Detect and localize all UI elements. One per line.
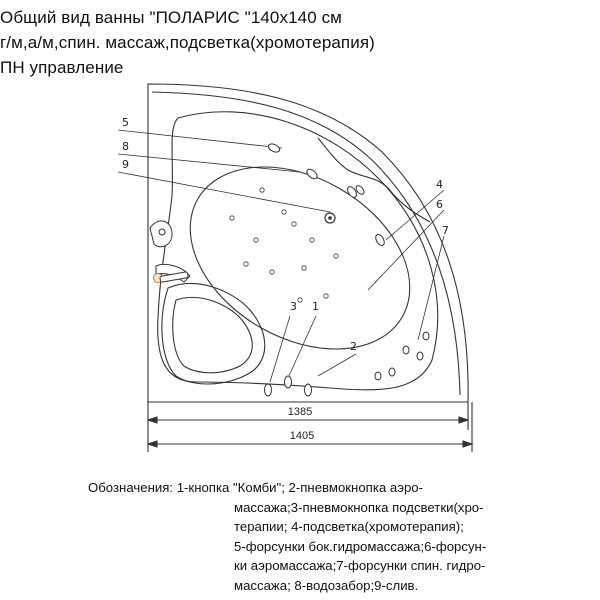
control-panel — [150, 221, 190, 283]
legend-line-5: ки аэромассажа;7-форсунки спин. гидро- — [234, 558, 486, 574]
callout-9: 9 — [122, 158, 129, 171]
callout-6: 6 — [436, 198, 443, 211]
tub-rim-line — [152, 92, 460, 395]
legend-line-4: 5-форсунки бок.гидромассажа;6-форсун- — [234, 538, 487, 554]
aero-nozzles — [230, 188, 338, 302]
legend-line-3: терапии; 4-подсветка(хромотерапия); — [234, 519, 464, 535]
seat-contour — [162, 284, 265, 384]
dim-label-outer: 1405 — [289, 430, 315, 442]
callout-4: 4 — [436, 178, 443, 191]
title-line-2: г/м,а/м,спин. массаж,подсветка(хромотерапия) — [0, 33, 375, 52]
basin-outer-contour — [158, 112, 438, 390]
callout-5: 5 — [122, 116, 129, 129]
legend-line-1: Обозначения: 1-кнопка "Комби"; 2-пневмокнопка аэро- — [88, 480, 423, 495]
callout-7: 7 — [442, 224, 449, 237]
seat-inner-contour — [173, 297, 253, 372]
legend-line-6: массажа; 8-водозабор;9-слив. — [234, 577, 419, 593]
legend-line-2: массажа;3-пневмокнопка подсветки(хро- — [234, 499, 484, 515]
title-line-1: Общий вид ванны "ПОЛАРИС "140х140 см — [0, 8, 342, 27]
dim-label-inner: 1385 — [287, 406, 313, 418]
legend — [88, 478, 508, 596]
callout-1: 1 — [312, 300, 319, 313]
headrest-contour — [318, 138, 430, 222]
callout-3: 3 — [290, 300, 297, 313]
title-line-3: ПН управление — [0, 58, 124, 77]
basin-floor — [158, 130, 442, 387]
back-jets — [375, 332, 429, 380]
callout-8: 8 — [122, 140, 129, 153]
side-jets — [265, 142, 387, 396]
callout-2: 2 — [350, 340, 357, 353]
